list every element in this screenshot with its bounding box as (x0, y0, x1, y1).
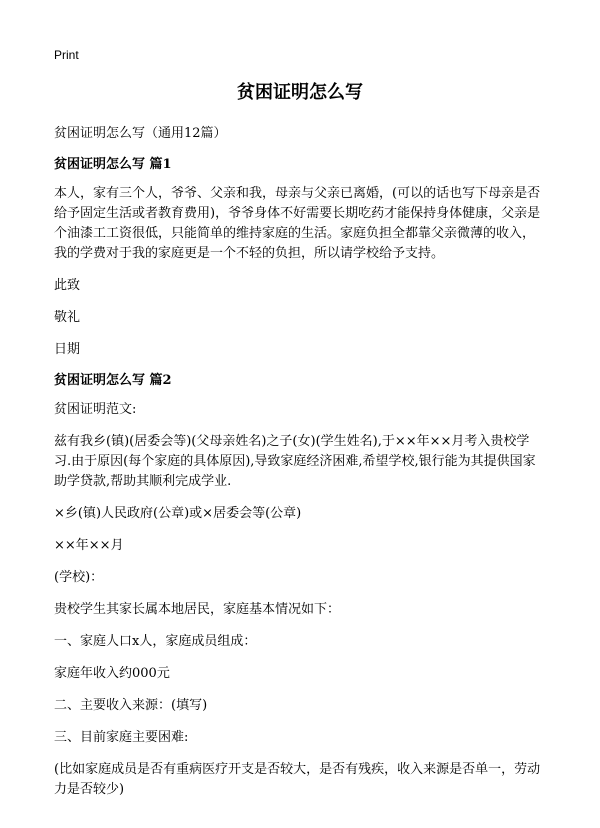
section1-closing2: 敬礼 (54, 310, 81, 325)
section1-heading: 贫困证明怎么写 篇1 (54, 157, 172, 172)
section2-item2: 二、主要收入来源：(填写) (54, 698, 208, 713)
section2-item3: 三、目前家庭主要困难: (54, 730, 189, 745)
section1-body: 本人，家有三个人，爷爷、父亲和我，母亲与父亲已离婚，(可以的话也写下母亲是否给予固定生活或者教育费用)，爷爷身体不好需要长期吃药才能保持身体健康，父亲是个油漆工工资很低，只能简单的维持家庭的生活。家庭负担全都靠父亲微薄的收入，我的学费对于我的家庭更是一个不轻的负担，所以请学校给予支持。 (54, 186, 541, 261)
section2-issuer: ×乡(镇)人民政府(公章)或×居委会等(公章) (54, 506, 302, 521)
section2-body: 兹有我乡(镇)(居委会等)(父母亲姓名)之子(女)(学生姓名),于××年××月考入贵校学习.由于原因(每个家庭的具体原因),导致家庭经济困难,希望学校,银行能为其提供国家助学贷款,帮助其顺利完成学业. (54, 434, 536, 489)
section2-sample-label: 贫困证明范文: (54, 402, 137, 417)
print-link[interactable]: Print (54, 48, 79, 62)
document-subtitle: 贫困证明怎么写（通用12篇） (54, 126, 227, 141)
section2-heading: 贫困证明怎么写 篇2 (54, 373, 172, 388)
section2-date: ××年××月 (54, 538, 124, 553)
document-title: 贫困证明怎么写 (237, 82, 363, 103)
section2-item1: 一、家庭人口x人，家庭成员组成： (54, 634, 257, 649)
section2-school: (学校)： (54, 570, 104, 585)
section1-date-label: 日期 (54, 342, 81, 357)
section2-income: 家庭年收入约000元 (54, 666, 170, 681)
section2-note: (比如家庭成员是否有重病医疗开支是否较大，是否有残疾，收入来源是否单一，劳动力是否较少) (54, 762, 541, 797)
section1-closing1: 此致 (54, 278, 81, 293)
section2-intro: 贵校学生其家长属本地居民，家庭基本情况如下： (54, 602, 341, 617)
